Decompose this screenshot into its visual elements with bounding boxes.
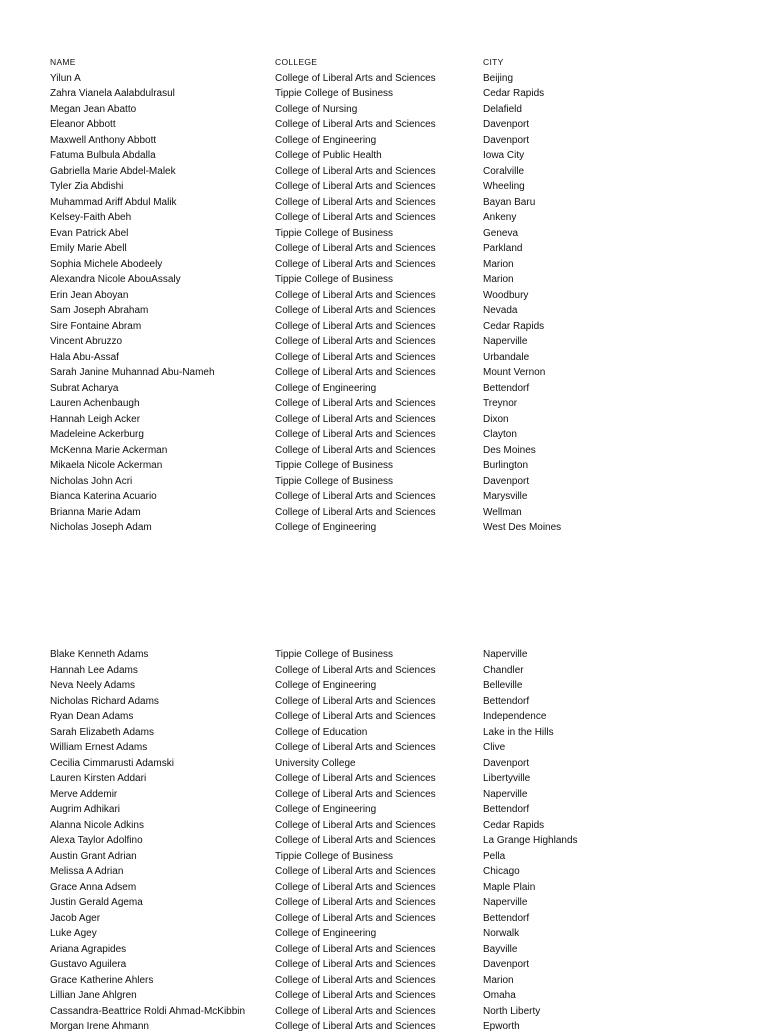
college-name: College of Liberal Arts and Sciences (275, 1021, 436, 1032)
college-name: College of Engineering (275, 928, 377, 939)
table-row (50, 1004, 750, 1020)
table-row (50, 179, 750, 195)
college-name: College of Liberal Arts and Sciences (275, 243, 436, 254)
student-name: Neva Neely Adams (50, 680, 136, 691)
city-name: Nevada (483, 305, 518, 316)
table-row (50, 818, 750, 834)
college-name: Tippie College of Business (275, 274, 394, 285)
student-name: Jacob Ager (50, 912, 101, 924)
table-row (50, 86, 750, 102)
city-name: La Grange Highlands (483, 835, 578, 846)
table-row (50, 505, 750, 521)
college-name: College of Engineering (275, 134, 377, 146)
student-name: Vincent Abruzzo (50, 336, 123, 347)
city-name: Delafield (483, 103, 522, 115)
city-name: Omaha (483, 990, 516, 1001)
city-name: Bettendorf (483, 695, 530, 707)
student-name: Alexa Taylor Adolfino (50, 835, 143, 846)
table-row (50, 164, 750, 180)
college-column-header: COLLEGE (275, 57, 318, 67)
student-name: Zahra Vianela Aalabdulrasul (50, 88, 175, 99)
table-row (50, 102, 750, 118)
city-name: Bettendorf (483, 912, 530, 924)
city-name: Cedar Rapids (483, 88, 545, 99)
student-name: Merve Addemir (50, 788, 118, 800)
table-row (50, 117, 750, 133)
student-name: Subrat Acharya (50, 382, 119, 394)
table-row (50, 911, 750, 927)
college-name: College of Liberal Arts and Sciences (275, 72, 436, 84)
table-row (50, 942, 750, 958)
college-name: University College (275, 757, 356, 769)
college-name: College of Liberal Arts and Sciences (275, 742, 436, 753)
table-row (50, 226, 750, 242)
city-name: Chandler (483, 664, 524, 676)
name-column-header: NAME (50, 57, 76, 67)
student-name: Fatuma Bulbula Abdalla (50, 150, 156, 161)
college-name: College of Liberal Arts and Sciences (275, 119, 436, 130)
city-name: Bettendorf (483, 804, 530, 815)
city-name: Maple Plain (483, 881, 536, 893)
student-name: Yilun A (50, 72, 81, 84)
table-row (50, 427, 750, 443)
college-name: College of Liberal Arts and Sciences (275, 866, 436, 877)
table-row (50, 474, 750, 490)
student-name: Hannah Leigh Acker (50, 413, 141, 425)
table-row (50, 443, 750, 459)
city-name: West Des Moines (483, 522, 562, 533)
student-name: Megan Jean Abatto (50, 103, 137, 115)
table-row (50, 756, 750, 772)
city-name: Naperville (483, 788, 528, 800)
table-row (50, 709, 750, 725)
college-name: College of Liberal Arts and Sciences (275, 835, 436, 846)
table-row (50, 802, 750, 818)
student-name: Hala Abu-Assaf (50, 351, 119, 363)
table-row (50, 787, 750, 803)
student-name: Mikaela Nicole Ackerman (50, 460, 163, 471)
city-name: Chicago (483, 866, 520, 877)
college-name: College of Liberal Arts and Sciences (275, 788, 436, 800)
city-name: Cedar Rapids (483, 819, 545, 831)
student-name: Morgan Irene Ahmann (50, 1021, 149, 1032)
table-row (50, 895, 750, 911)
student-name: Lauren Kirsten Addari (50, 773, 147, 784)
college-name: Tippie College of Business (275, 88, 394, 99)
college-name: College of Liberal Arts and Sciences (275, 881, 436, 893)
city-name: Treynor (483, 398, 518, 409)
student-name: Luke Agey (50, 928, 97, 939)
student-name: Gustavo Aguilera (50, 959, 127, 970)
college-name: College of Liberal Arts and Sciences (275, 491, 436, 502)
city-name: Pella (483, 850, 506, 862)
city-name: Naperville (483, 649, 528, 660)
table-row (50, 1019, 750, 1035)
table-row (50, 319, 750, 335)
table-row (50, 133, 750, 149)
table-row (50, 740, 750, 756)
college-name: College of Liberal Arts and Sciences (275, 1005, 436, 1017)
student-name: Lauren Achenbaugh (50, 398, 140, 409)
city-name: Independence (483, 711, 547, 722)
student-name: Cassandra-Beattrice Roldi Ahmad-McKibbin (50, 1005, 246, 1017)
college-name: College of Liberal Arts and Sciences (275, 305, 436, 316)
table-row (50, 412, 750, 428)
table-row (50, 694, 750, 710)
student-name: Austin Grant Adrian (50, 850, 137, 862)
college-name: College of Liberal Arts and Sciences (275, 773, 436, 784)
college-name: College of Liberal Arts and Sciences (275, 711, 436, 722)
city-name: Naperville (483, 336, 528, 347)
table-row (50, 148, 750, 164)
city-name: Wheeling (483, 181, 525, 192)
college-name: College of Education (275, 726, 368, 738)
city-column-header: CITY (483, 57, 504, 67)
table-row (50, 647, 750, 663)
table-row (50, 71, 750, 87)
table-row (50, 833, 750, 849)
college-name: College of Liberal Arts and Sciences (275, 413, 436, 425)
city-name: Burlington (483, 460, 529, 471)
college-name: College of Liberal Arts and Sciences (275, 819, 436, 831)
college-name: Tippie College of Business (275, 649, 394, 660)
student-name: Hannah Lee Adams (50, 664, 138, 676)
student-name: Melissa A Adrian (50, 866, 124, 877)
student-name: Ariana Agrapides (50, 943, 127, 955)
city-name: Davenport (483, 757, 530, 769)
table-row (50, 725, 750, 741)
student-name: Grace Katherine Ahlers (50, 974, 154, 986)
student-name: Erin Jean Aboyan (50, 289, 129, 301)
college-name: Tippie College of Business (275, 227, 394, 239)
roster-block-2 (50, 647, 750, 1035)
city-name: Coralville (483, 165, 525, 177)
city-name: Epworth (483, 1021, 520, 1032)
student-name: Gabriella Marie Abdel-Malek (50, 165, 176, 177)
city-name: Norwalk (483, 928, 520, 939)
city-name: Davenport (483, 119, 530, 130)
table-row (50, 864, 750, 880)
college-name: College of Liberal Arts and Sciences (275, 695, 436, 707)
table-row (50, 926, 750, 942)
city-name: Clayton (483, 429, 517, 440)
student-name: Kelsey-Faith Abeh (50, 212, 132, 223)
student-name: Cecilia Cimmarusti Adamski (50, 757, 174, 769)
student-name: Emily Marie Abell (50, 243, 127, 254)
student-name: McKenna Marie Ackerman (50, 444, 168, 456)
student-name: Maxwell Anthony Abbott (50, 134, 157, 146)
college-name: College of Liberal Arts and Sciences (275, 943, 436, 955)
college-name: College of Liberal Arts and Sciences (275, 336, 436, 347)
city-name: Des Moines (483, 444, 536, 456)
college-name: College of Liberal Arts and Sciences (275, 351, 436, 363)
student-name: Alanna Nicole Adkins (50, 819, 144, 831)
college-name: College of Engineering (275, 804, 377, 815)
table-row (50, 288, 750, 304)
table-row (50, 678, 750, 694)
city-name: Davenport (483, 475, 530, 487)
city-name: Geneva (483, 227, 519, 239)
student-name: Nicholas Joseph Adam (50, 522, 152, 533)
city-name: Bettendorf (483, 382, 530, 394)
student-name: William Ernest Adams (50, 742, 148, 753)
table-row (50, 880, 750, 896)
city-name: Parkland (483, 243, 523, 254)
student-name: Sarah Janine Muhannad Abu-Nameh (50, 367, 215, 378)
college-name: College of Liberal Arts and Sciences (275, 181, 436, 192)
table-row (50, 663, 750, 679)
student-name: Evan Patrick Abel (50, 227, 129, 239)
college-name: Tippie College of Business (275, 850, 394, 862)
city-name: Naperville (483, 897, 528, 908)
table-row (50, 957, 750, 973)
college-name: College of Liberal Arts and Sciences (275, 444, 436, 456)
city-name: Woodbury (483, 289, 529, 301)
college-name: College of Liberal Arts and Sciences (275, 196, 436, 208)
city-name: Ankeny (483, 212, 517, 223)
student-name: Sam Joseph Abraham (50, 305, 149, 316)
college-name: College of Liberal Arts and Sciences (275, 398, 436, 409)
table-row (50, 489, 750, 505)
table-row (50, 771, 750, 787)
table-row (50, 241, 750, 257)
city-name: Marion (483, 974, 514, 986)
student-name: Brianna Marie Adam (50, 506, 141, 518)
student-name: Eleanor Abbott (50, 119, 116, 130)
college-name: College of Liberal Arts and Sciences (275, 974, 436, 986)
city-name: Lake in the Hills (483, 726, 554, 738)
student-name: Sire Fontaine Abram (50, 320, 142, 332)
college-name: College of Liberal Arts and Sciences (275, 165, 436, 177)
city-name: Marion (483, 274, 514, 285)
college-name: Tippie College of Business (275, 460, 394, 471)
roster-block-1 (50, 55, 750, 536)
student-name: Muhammad Ariff Abdul Malik (50, 196, 177, 208)
college-name: College of Engineering (275, 680, 377, 691)
student-name: Madeleine Ackerburg (50, 429, 144, 440)
student-name: Tyler Zia Abdishi (50, 181, 124, 192)
table-row (50, 272, 750, 288)
table-row (50, 365, 750, 381)
student-name: Blake Kenneth Adams (50, 649, 149, 660)
student-name: Alexandra Nicole AbouAssaly (50, 274, 181, 285)
table-row (50, 381, 750, 397)
college-name: College of Liberal Arts and Sciences (275, 212, 436, 223)
college-name: College of Engineering (275, 522, 377, 533)
table-row (50, 973, 750, 989)
city-name: Cedar Rapids (483, 320, 545, 332)
college-name: College of Liberal Arts and Sciences (275, 897, 436, 908)
table-row (50, 303, 750, 319)
table-row (50, 849, 750, 865)
student-name: Augrim Adhikari (50, 804, 121, 815)
table-row (50, 396, 750, 412)
city-name: North Liberty (483, 1005, 541, 1017)
city-name: Clive (483, 742, 506, 753)
table-row (50, 988, 750, 1004)
college-name: College of Liberal Arts and Sciences (275, 429, 436, 440)
college-name: College of Nursing (275, 103, 358, 115)
college-name: College of Liberal Arts and Sciences (275, 664, 436, 676)
city-name: Davenport (483, 134, 530, 146)
student-name: Sophia Michele Abodeely (50, 258, 163, 270)
college-name: College of Liberal Arts and Sciences (275, 912, 436, 924)
table-row (50, 195, 750, 211)
city-name: Urbandale (483, 351, 530, 363)
table-row (50, 458, 750, 474)
college-name: College of Liberal Arts and Sciences (275, 258, 436, 270)
college-name: College of Public Health (275, 150, 382, 161)
student-name: Sarah Elizabeth Adams (50, 726, 154, 738)
table-row (50, 520, 750, 536)
city-name: Marysville (483, 491, 528, 502)
city-name: Iowa City (483, 150, 525, 161)
college-name: College of Liberal Arts and Sciences (275, 959, 436, 970)
student-name: Ryan Dean Adams (50, 711, 134, 722)
city-name: Davenport (483, 959, 530, 970)
city-name: Wellman (483, 506, 522, 518)
college-name: Tippie College of Business (275, 475, 394, 487)
table-row (50, 257, 750, 273)
student-name: Bianca Katerina Acuario (50, 491, 157, 502)
table-row (50, 334, 750, 350)
student-name: Justin Gerald Agema (50, 897, 143, 908)
student-name: Nicholas John Acri (50, 475, 133, 487)
student-name: Nicholas Richard Adams (50, 695, 159, 707)
city-name: Mount Vernon (483, 367, 546, 378)
table-row (50, 350, 750, 366)
city-name: Marion (483, 258, 514, 270)
city-name: Dixon (483, 413, 509, 425)
city-name: Bayan Baru (483, 196, 536, 208)
college-name: College of Liberal Arts and Sciences (275, 506, 436, 518)
table-row (50, 210, 750, 226)
college-name: College of Liberal Arts and Sciences (275, 289, 436, 301)
college-name: College of Engineering (275, 382, 377, 394)
city-name: Belleville (483, 680, 523, 691)
header-row (50, 55, 750, 71)
city-name: Libertyville (483, 773, 531, 784)
city-name: Beijing (483, 72, 514, 84)
student-name: Lillian Jane Ahlgren (50, 990, 137, 1001)
city-name: Bayville (483, 943, 518, 955)
college-name: College of Liberal Arts and Sciences (275, 320, 436, 332)
college-name: College of Liberal Arts and Sciences (275, 990, 436, 1001)
student-name: Grace Anna Adsem (50, 881, 137, 893)
college-name: College of Liberal Arts and Sciences (275, 367, 436, 378)
